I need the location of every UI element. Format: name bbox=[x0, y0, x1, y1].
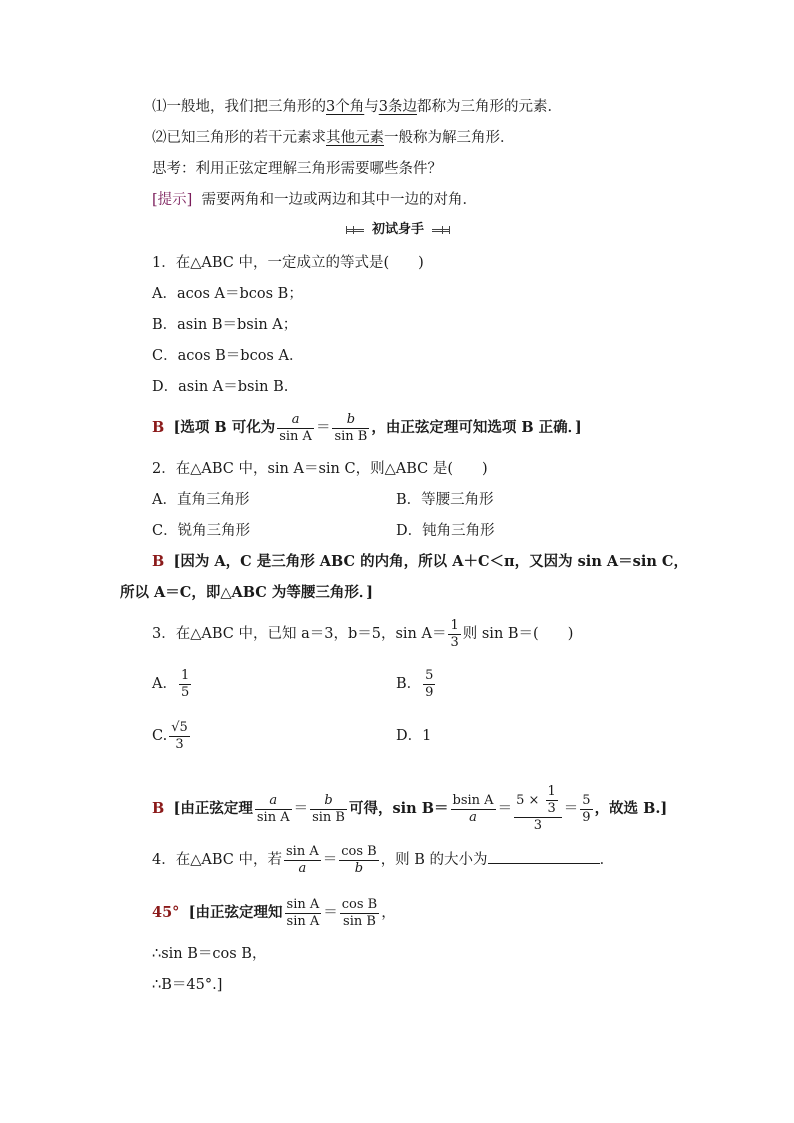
q3-option-a: A． $\frac{1}{5}$ bbox=[152, 667, 190, 700]
answer-blank bbox=[488, 849, 600, 864]
q1-option-a: A．acos A＝bcos B； bbox=[152, 286, 303, 302]
q2-option-d: D．钝角三角形 bbox=[396, 523, 495, 539]
fraction: $\frac{1}{3}$ bbox=[547, 784, 556, 816]
q2-stem: 2．在△ABC 中，sin A＝sin C，则△ABC 是( ) bbox=[152, 461, 488, 477]
q3-option-d: D．1 bbox=[396, 728, 432, 744]
fraction: $\frac{\text{cos B}}{b}$ bbox=[341, 843, 377, 876]
section-banner bbox=[346, 222, 450, 238]
q1-stem: 1．在△ABC 中，一定成立的等式是( ) bbox=[152, 255, 424, 271]
compound-fraction: 5 × $\frac{1}{3}$ 3 bbox=[514, 784, 562, 834]
fraction: $\frac{a}{\text{sin A}}$ bbox=[256, 792, 290, 825]
hint-tag: [提示] bbox=[152, 192, 193, 208]
fraction: $\frac{b}{\text{sin B}}$ bbox=[334, 411, 368, 444]
fraction: $\frac{5}{9}$ bbox=[425, 667, 434, 700]
q4-solution: 45° [由正弦定理知 $\frac{\text{sin A}}{\text{sin A}}$ ＝ $\frac{\text{cos B}}{\text{sin B}}$ ， bbox=[152, 896, 396, 929]
hint-line: [提示] 需要两角和一边或两边和其中一边的对角． bbox=[152, 192, 478, 208]
q4-solution-3: ∴B＝45°.] bbox=[152, 977, 223, 993]
q3-option-b: B． $\frac{5}{9}$ bbox=[396, 667, 434, 700]
fraction: $\frac{\text{sin A}}{\text{sin A}}$ bbox=[286, 896, 320, 929]
q4-solution-2: ∴sin B＝cos B， bbox=[152, 946, 267, 962]
underline-3-sides: 3条边 bbox=[378, 99, 417, 115]
q4-answer: 45° bbox=[152, 904, 180, 921]
fraction: $\frac{\text{sin A}}{a}$ bbox=[285, 843, 319, 876]
q3-stem: 3．在△ABC 中，已知 a＝3，b＝5，sin A＝ $\frac{1}{3}$ 则 sin B＝( ) bbox=[152, 617, 574, 650]
q1-answer: B bbox=[152, 419, 165, 436]
think-question: 思考：利用正弦定理解三角形需要哪些条件？ bbox=[152, 161, 442, 177]
q4-stem: 4．在△ABC 中，若 $\frac{\text{sin A}}{a}$ ＝ $\frac{\text{cos B}}{b}$ ，则 B 的大小为 ． bbox=[152, 843, 615, 876]
q2-answer: B bbox=[152, 553, 165, 570]
fraction: $\frac{5}{9}$ bbox=[582, 792, 591, 825]
fraction: $\frac{\text{cos B}}{\text{sin B}}$ bbox=[341, 896, 378, 929]
q1-option-d: D．asin A＝bsin B. bbox=[152, 379, 289, 395]
q2-option-b: B．等腰三角形 bbox=[396, 492, 494, 508]
q3-option-c: C. $\frac{√5}{3}$ bbox=[152, 719, 188, 752]
q3-solution: B [由正弦定理 $\frac{a}{\text{sin A}}$ ＝ $\frac{b}{\text{sin B}}$ 可得，sin B＝ $\frac{\text{bsin A}}{a}$ ＝ 5 × $\frac{1}{3}$ 3 ＝ $\frac{5}{9}$ ，故选 B.] bbox=[152, 784, 668, 833]
q1-solution: B [选项 B 可化为 $\frac{a}{\text{sin A}}$ ＝ $\frac{b}{\text{sin B}}$ ，由正弦定理可知选项 B 正确．] bbox=[152, 411, 582, 444]
fraction: $\frac{b}{\text{sin B}}$ bbox=[312, 792, 345, 825]
underline-other-elements: 其他元素 bbox=[326, 130, 384, 146]
fraction: $\frac{1}{3}$ bbox=[450, 617, 459, 650]
q2-option-a: A．直角三角形 bbox=[152, 492, 250, 508]
q1-option-b: B．asin B＝bsin A； bbox=[152, 317, 298, 333]
intro-line-1: ⑴一般地，我们把三角形的3个角与3条边都称为三角形的元素． bbox=[152, 99, 562, 115]
fraction: $\frac{a}{\text{sin A}}$ bbox=[279, 411, 312, 444]
intro-line-2: ⑵已知三角形的若干元素求其他元素一般称为解三角形． bbox=[152, 130, 515, 146]
q2-solution-1: B [因为 A，C 是三角形 ABC 的内角，所以 A＋C＜π，又因为 sin A＝sin C， bbox=[152, 553, 688, 570]
q2-solution-2: 所以 A＝C，即△ABC 为等腰三角形．] bbox=[120, 584, 373, 601]
fraction: $\frac{1}{5}$ bbox=[180, 667, 190, 700]
fraction: $\frac{√5}{3}$ bbox=[171, 719, 188, 752]
banner-title: 初试身手 bbox=[364, 221, 432, 239]
fraction: $\frac{\text{bsin A}}{a}$ bbox=[452, 792, 494, 825]
q1-option-c: C．acos B＝bcos A． bbox=[152, 348, 304, 364]
q3-answer: B bbox=[152, 800, 165, 817]
q2-option-c: C．锐角三角形 bbox=[152, 523, 251, 539]
underline-3-angles: 3个角 bbox=[326, 99, 365, 115]
